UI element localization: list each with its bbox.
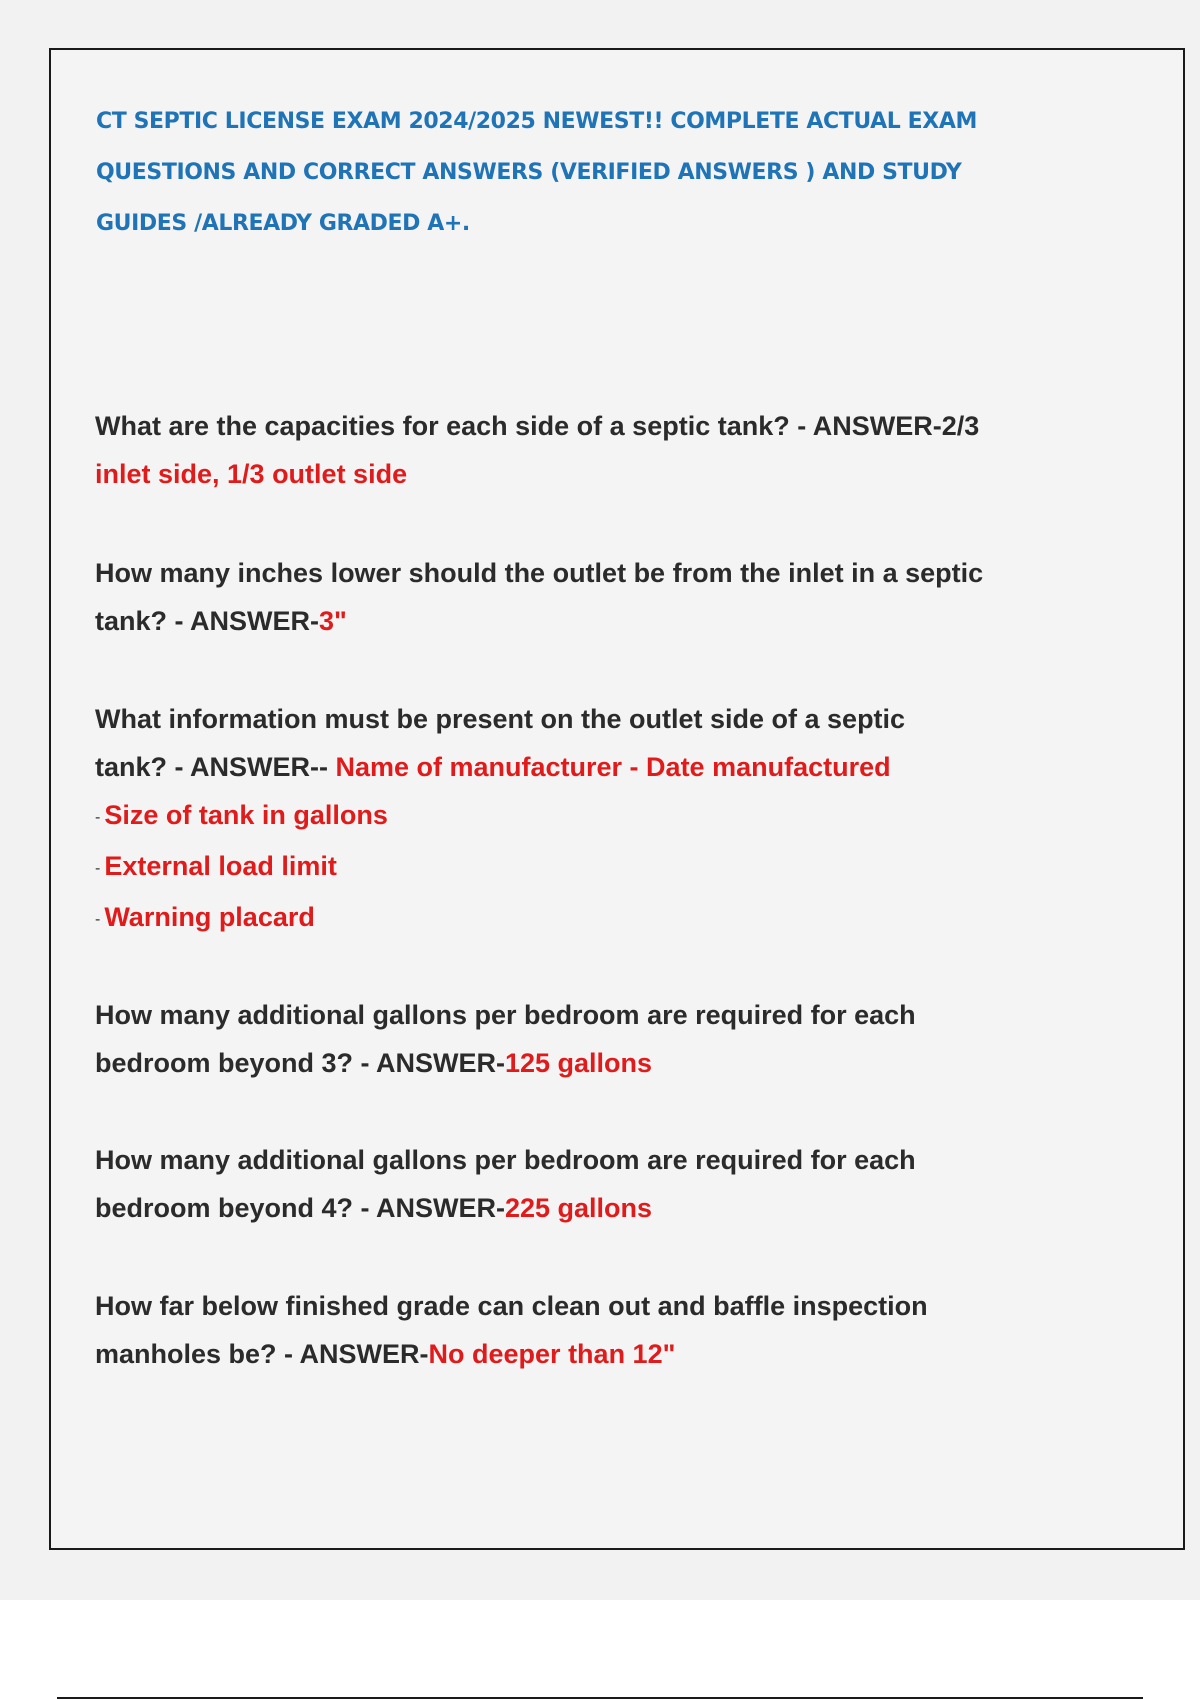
question-3-prefix: tank? - ANSWER-- — [95, 752, 328, 782]
question-4-line-2 — [95, 1039, 1095, 1087]
question-5-prefix: bedroom beyond 4? - ANSWER- — [95, 1193, 505, 1223]
qa-item-2 — [95, 549, 1095, 645]
question-2-line-1: How many inches lower should the outlet be from the inlet in a septic — [95, 558, 984, 588]
question-6-prefix: manholes be? - ANSWER- — [95, 1339, 429, 1369]
question-1-line-1: What are the capacities for each side of a septic tank? - ANSWER-2/3 — [95, 411, 980, 441]
answer-6: No deeper than 12" — [428, 1339, 676, 1369]
question-5-line-2 — [95, 1184, 1095, 1232]
question-6-line-2 — [95, 1330, 1095, 1378]
qa-item-1 — [95, 402, 1095, 498]
answer-3-item-3-text: Warning placard — [104, 902, 315, 932]
bullet-dash: - — [95, 809, 101, 826]
question-3-line-2 — [95, 743, 1095, 791]
answer-4: 125 gallons — [505, 1048, 653, 1078]
question-1-line-2 — [95, 450, 1095, 498]
question-6-line-1: How far below finished grade can clean out and baffle inspection — [95, 1291, 928, 1321]
answer-5: 225 gallons — [505, 1193, 653, 1223]
document-title — [96, 96, 1056, 249]
bullet-dash: - — [95, 860, 101, 877]
qa-item-6 — [95, 1282, 1095, 1378]
qa-item-3 — [95, 695, 1095, 944]
bottom-divider — [57, 1697, 1143, 1699]
answer-3-item-2-text: External load limit — [104, 851, 337, 881]
answer-2: 3" — [319, 606, 347, 636]
answer-3-item-3 — [95, 893, 1095, 944]
question-4-line-1: How many additional gallons per bedroom are required for each — [95, 1000, 916, 1030]
question-5-line-1: How many additional gallons per bedroom are required for each — [95, 1145, 916, 1175]
title-line-1: CT SEPTIC LICENSE EXAM 2024/2025 NEWEST!! COMPLETE ACTUAL EXAM — [96, 109, 977, 134]
question-2-line-2 — [95, 597, 1095, 645]
qa-item-4 — [95, 991, 1095, 1087]
question-2-prefix: tank? - ANSWER- — [95, 606, 319, 636]
title-line-2: QUESTIONS AND CORRECT ANSWERS (VERIFIED ANSWERS ) AND STUDY — [96, 160, 962, 185]
answer-1: inlet side, 1/3 outlet side — [95, 459, 408, 489]
answer-3-item-2 — [95, 842, 1095, 893]
answer-3-item-1-text: Size of tank in gallons — [104, 800, 388, 830]
answer-3-item-1 — [95, 791, 1095, 842]
question-3-line-1: What information must be present on the outlet side of a septic — [95, 704, 906, 734]
title-line-3: GUIDES /ALREADY GRADED A+. — [96, 211, 470, 236]
question-4-prefix: bedroom beyond 3? - ANSWER- — [95, 1048, 505, 1078]
qa-item-5 — [95, 1136, 1095, 1232]
bullet-dash: - — [95, 911, 101, 928]
answer-3: Name of manufacturer - Date manufactured — [327, 752, 891, 782]
